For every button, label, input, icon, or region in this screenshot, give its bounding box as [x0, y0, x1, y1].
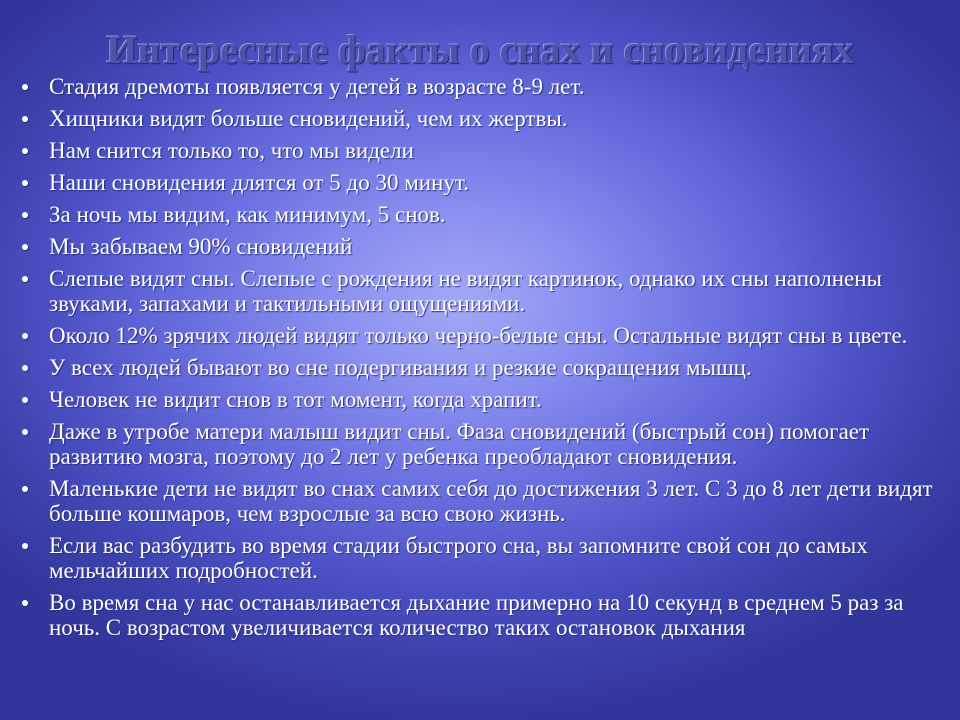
list-item: [0, 590, 940, 640]
fact-text: Маленькие дети не видят во снах самих себя до достижения 3 лет. С 3 до 8 лет дети видят больше кошмаров, чем взрослые за всю свою жизнь.: [49, 476, 933, 526]
bullet-icon: [22, 180, 28, 186]
list-item: [0, 202, 940, 227]
list-item: [0, 266, 940, 316]
fact-text: Если вас разбудить во время стадии быстрого сна, вы запомните свой сон до самых мельчайших подробностей.: [49, 533, 868, 583]
fact-text: Нам снится только то, что мы видели: [49, 138, 414, 163]
list-item: [0, 234, 940, 259]
list-item: [0, 138, 940, 163]
bullet-icon: [22, 84, 28, 90]
bullet-icon: [22, 600, 28, 606]
fact-text: Во время сна у нас останавливается дыхание примерно на 10 секунд в среднем 5 раз за ночь. С возрастом увеличивается количество таких остановок дыхания: [49, 590, 904, 640]
list-item: [0, 419, 940, 469]
bullet-icon: [22, 486, 28, 492]
list-item: [0, 106, 940, 131]
fact-text: Около 12% зрячих людей видят только черно-белые сны. Остальные видят сны в цвете.: [49, 323, 908, 348]
list-item: [0, 355, 940, 380]
list-item: [0, 323, 940, 348]
list-item: [0, 387, 940, 412]
fact-text: За ночь мы видим, как минимум, 5 снов.: [49, 202, 446, 227]
bullet-icon: [22, 276, 28, 282]
bullet-icon: [22, 333, 28, 339]
bullet-icon: [22, 429, 28, 435]
bullet-icon: [22, 116, 28, 122]
bullet-icon: [22, 212, 28, 218]
facts-list: [0, 74, 940, 647]
bullet-icon: [22, 148, 28, 154]
list-item: [0, 476, 940, 526]
bullet-icon: [22, 244, 28, 250]
fact-text: Наши сновидения длятся от 5 до 30 минут.: [49, 170, 469, 195]
fact-text: У всех людей бывают во сне подергивания и резкие сокращения мышц.: [49, 355, 752, 380]
bullet-icon: [22, 397, 28, 403]
fact-text: Хищники видят больше сновидений, чем их жертвы.: [49, 106, 568, 131]
fact-text: Даже в утробе матери малыш видит сны. Фаза сновидений (быстрый сон) помогает развитию мозга, поэтому до 2 лет у ребенка преобладают сновидения.: [49, 419, 870, 469]
fact-text: Человек не видит снов в тот момент, когда храпит.: [49, 387, 542, 412]
bullet-icon: [22, 365, 28, 371]
slide-title: Интересные факты о снах и сновидениях: [106, 27, 854, 72]
fact-text: Стадия дремоты появляется у детей в возрасте 8-9 лет.: [49, 74, 585, 99]
fact-text: Мы забываем 90% сновидений: [49, 234, 353, 259]
fact-text: Слепые видят сны. Слепые с рождения не видят картинок, однако их сны наполнены звуками, запахами и тактильными ощущениями.: [49, 266, 883, 316]
list-item: [0, 533, 940, 583]
list-item: [0, 74, 940, 99]
bullet-icon: [22, 543, 28, 549]
list-item: [0, 170, 940, 195]
